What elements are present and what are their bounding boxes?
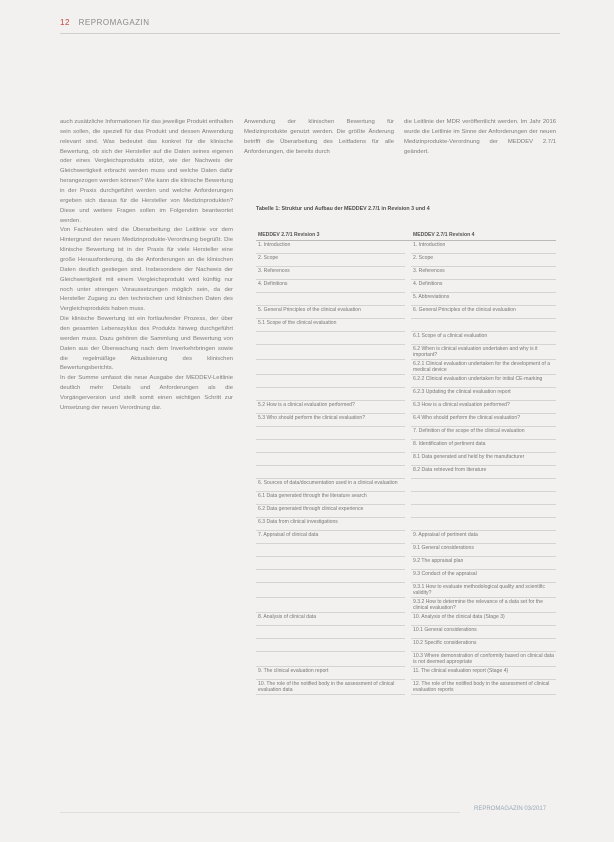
cell-rev3: 9. The clinical evaluation report — [256, 667, 405, 680]
cell-rev3 — [256, 453, 405, 466]
table-row — [256, 531, 556, 544]
cell-rev4: 11. The clinical evaluation report (Stage 4) — [411, 667, 556, 680]
table-row — [256, 401, 556, 414]
table-caption: Tabelle 1: Struktur und Aufbau der MEDDEV 2.7/1 in Revision 3 und 4 — [256, 206, 430, 212]
cell-rev4: 9.3.1 How to evaluate methodological quality and scientific validity? — [411, 583, 556, 598]
cell-rev4 — [411, 492, 556, 505]
cell-rev4: 10.3 Where demonstration of conformity based on clinical data is not deemed appropriate — [413, 653, 555, 665]
table-row — [256, 440, 556, 453]
cell-rev4: 10.2 Specific considerations — [411, 639, 556, 652]
cell-rev4: 1. Introduction — [411, 241, 556, 254]
cell-rev3 — [256, 544, 405, 557]
table-row — [256, 652, 556, 667]
cell-rev3 — [256, 639, 405, 652]
cell-rev3 — [256, 598, 405, 613]
header-divider — [60, 33, 560, 34]
table-row — [256, 667, 556, 680]
cell-rev3: 5.3 Who should perform the clinical evaluation? — [256, 414, 405, 427]
cell-rev3 — [256, 440, 405, 453]
table-row — [256, 427, 556, 440]
cell-rev3: 10. The role of the notified body in the assessment of clinical evaluation data — [256, 680, 405, 695]
intro-middle-column — [244, 118, 394, 157]
cell-rev4: 9.3.2 How to determine the relevance of a data set for the clinical evaluation? — [411, 598, 556, 613]
cell-rev4 — [411, 479, 556, 492]
cell-rev4: 6. General Principles of the clinical evaluation — [411, 306, 556, 319]
left-column — [60, 118, 233, 414]
cell-rev3: 8. Analysis of clinical data — [256, 613, 405, 626]
paragraph: In der Summe umfasst die neue Ausgabe der MEDDEV-Leitlinie deutlich mehr Details und Anforderungen als die Vorgängerversion und stellt somit einen wichtigen Schritt zur Umsetzung der neuen Verordnung dar. — [60, 375, 233, 411]
table-row — [256, 557, 556, 570]
cell-rev4: 9. Appraisal of pertinent data — [411, 531, 556, 544]
table-row — [256, 544, 556, 557]
cell-rev4: 6.2.1 Clinical evaluation undertaken for the development of a medical device — [411, 360, 556, 375]
table-row — [256, 626, 556, 639]
table-row — [256, 241, 556, 254]
cell-rev4: 9.1 General considerations — [411, 544, 556, 557]
table-row — [256, 280, 556, 293]
cell-rev4: 6.2.3 Updating the clinical evaluation report — [411, 388, 556, 401]
table-row — [256, 375, 556, 388]
meddev-comparison-table — [256, 230, 556, 695]
cell-rev3 — [256, 360, 405, 375]
cell-rev3 — [256, 583, 405, 598]
cell-rev4: 6.2 When is clinical evaluation undertaken and why is it important? — [411, 345, 556, 360]
cell-rev3: 4. Definitions — [256, 280, 405, 293]
cell-rev3: 6.3 Data from clinical investigations — [256, 518, 405, 531]
cell-rev3: 7. Appraisal of clinical data — [256, 531, 405, 544]
cell-rev4: 9.2 The appraisal plan — [411, 557, 556, 570]
column-header-rev4: MEDDEV 2.7/1 Revision 4 — [411, 230, 556, 241]
cell-rev4: 8. Identification of pertinent data — [411, 440, 556, 453]
footer-label: REPROMAGAZIN 03/2017 — [474, 806, 547, 812]
table-row — [256, 267, 556, 280]
cell-rev3: 1. Introduction — [256, 241, 405, 254]
cell-rev4: 12. The role of the notified body in the assessment of clinical evaluation reports — [411, 680, 556, 695]
table-row — [256, 613, 556, 626]
cell-rev3 — [256, 557, 405, 570]
table-row — [256, 479, 556, 492]
cell-rev3: 5.1 Scope of the clinical evaluation — [256, 319, 405, 332]
cell-rev4 — [411, 505, 556, 518]
column-header-rev3: MEDDEV 2.7/1 Revision 3 — [256, 230, 405, 241]
paragraph: Anwendung der klinischen Bewertung für Medizinprodukte genutzt werden. Die größte Änderung betrifft die Überarbeitung des Leitfadens für alle Anforderungen, die bereits durch — [244, 119, 394, 155]
table-row — [256, 360, 556, 375]
cell-rev4 — [411, 319, 556, 332]
table-row — [256, 306, 556, 319]
table-row — [256, 570, 556, 583]
table-row — [256, 293, 556, 306]
cell-rev4: 9.3 Conduct of the appraisal — [411, 570, 556, 583]
table-row — [256, 518, 556, 531]
cell-rev3 — [256, 427, 405, 440]
cell-rev4: 10. Analysis of the clinical data (Stage 3) — [411, 613, 556, 626]
page-header — [60, 18, 150, 27]
table-row — [256, 319, 556, 332]
cell-rev3: 6. Sources of data/documentation used in a clinical evaluation — [256, 479, 405, 492]
table-row — [256, 598, 556, 613]
paragraph: die Leitlinie der MDR veröffentlicht werden. Im Jahr 2016 wurde die Leitlinie im Sinne der Anforderungen der neuen Medizinprodukte-Verordnung der MEDDEV 2.7/1 geändert. — [404, 119, 556, 155]
table-row — [256, 388, 556, 401]
cell-rev3 — [256, 652, 405, 667]
cell-rev4: 6.2.2 Clinical evaluation undertaken for initial CE-marking — [411, 375, 556, 388]
cell-rev4: 6.1 Scope of a clinical evaluation — [411, 332, 556, 345]
cell-rev3 — [256, 466, 405, 479]
cell-rev3: 6.2 Data generated through clinical experience — [256, 505, 405, 518]
table-row — [256, 680, 556, 695]
paragraph: auch zusätzliche Informationen für das jeweilige Produkt enthalten sein sollen, die speziell für das Produkt und dessen Anwendung relevant sind. Was bedeutet das konkret für die klinische Bewertung, ob sich der Hersteller auf die Daten seines eigenen oder eines Vergleichsprodukts stützt, wie der Nachweis der Gleichwertigkeit erbracht werden muss und welche Daten dafür herangezogen werden können? Wie kann die klinische Bewertung in der Praxis durchgeführt werden und welche Anforderungen ergeben sich daraus für die Hersteller von Medizinprodukten? Diese und weitere Fragen sollen im Folgenden beantwortet werden. — [60, 119, 233, 224]
cell-rev4 — [411, 518, 556, 531]
page-number: 12 — [60, 18, 70, 27]
cell-rev3: 5. General Principles of the clinical evaluation — [256, 306, 405, 319]
cell-rev3 — [256, 626, 405, 639]
table-row — [256, 254, 556, 267]
footer-divider — [60, 812, 460, 813]
table-row — [256, 505, 556, 518]
cell-rev3 — [256, 332, 405, 345]
table-header-row — [256, 230, 556, 241]
table-row — [256, 332, 556, 345]
table-row — [256, 453, 556, 466]
cell-rev4: 6.3 How is a clinical evaluation performed? — [411, 401, 556, 414]
cell-rev4: 4. Definitions — [411, 280, 556, 293]
cell-rev4: 10.1 General considerations — [411, 626, 556, 639]
table-row — [256, 466, 556, 479]
table-row — [256, 583, 556, 598]
table-row — [256, 639, 556, 652]
cell-rev3 — [256, 388, 405, 401]
section-title: REPROMAGAZIN — [78, 18, 150, 27]
cell-rev4: 2. Scope — [411, 254, 556, 267]
table-row — [256, 492, 556, 505]
cell-rev4: 6.4 Who should perform the clinical evaluation? — [411, 414, 556, 427]
cell-rev4: 3. References — [411, 267, 556, 280]
cell-rev4: 8.2 Data retrieved from literature — [411, 466, 556, 479]
cell-rev3: 2. Scope — [256, 254, 405, 267]
cell-rev3: 5.2 How is a clinical evaluation performed? — [256, 401, 405, 414]
paragraph: Von Fachleuten wird die Überarbeitung der Leitlinie vor dem Hintergrund der neuen Medizinprodukte-Verordnung begrüßt. Die klinische Bewertung ist in der Praxis für viele Hersteller eine große Herausforderung, da die Anforderungen an die klinischen Daten deutlich gestiegen sind. Insbesondere der Nachweis der Gleichwertigkeit mit einem Vergleichsprodukt wird künftig nur noch unter strengen Voraussetzungen möglich sein, da der Hersteller Zugang zu den technischen und klinischen Daten des Vergleichsprodukts haben muss. — [60, 227, 233, 313]
cell-rev3 — [256, 293, 405, 306]
intro-right-column — [404, 118, 556, 157]
table-row — [256, 414, 556, 427]
cell-rev4: 5. Abbreviations — [411, 293, 556, 306]
cell-rev3 — [256, 345, 405, 360]
table-body — [256, 241, 556, 695]
cell-rev3 — [256, 570, 405, 583]
cell-rev4: 7. Definition of the scope of the clinical evaluation — [411, 427, 556, 440]
cell-rev4: 8.1 Data generated and held by the manufacturer — [411, 453, 556, 466]
table-row — [256, 345, 556, 360]
cell-rev3: 6.1 Data generated through the literature search — [256, 492, 405, 505]
cell-rev3 — [256, 375, 405, 388]
cell-rev3: 3. References — [256, 267, 405, 280]
paragraph: Die klinische Bewertung ist ein fortlaufender Prozess, der über den gesamten Lebenszyklus des Produkts hinweg durchgeführt werden muss. Dazu gehören die Sammlung und Bewertung von Daten aus der Überwachung nach dem Inverkehrbringen sowie die regelmäßige Aktualisierung des klinischen Bewertungsberichts. — [60, 316, 233, 372]
